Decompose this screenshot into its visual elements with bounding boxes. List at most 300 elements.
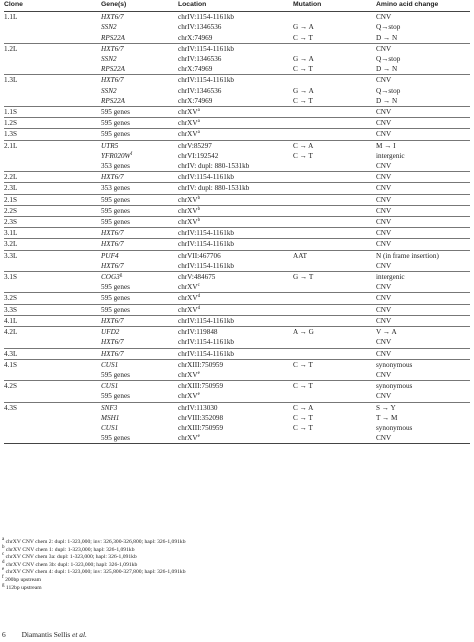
mutation-cell (293, 107, 376, 118)
table-row (4, 348, 470, 359)
gene-cell (101, 304, 178, 315)
gene-cell (101, 96, 178, 107)
gene-cell (101, 370, 178, 381)
location-cell (178, 12, 293, 23)
table-body (4, 12, 470, 444)
location-text: chrIV:1154-1161kb (178, 229, 235, 238)
amino-acid-cell (376, 381, 470, 392)
table-row (4, 75, 470, 86)
mutation-cell (293, 43, 376, 54)
clone-cell (4, 118, 101, 129)
location-text: chrV:85297 (178, 141, 212, 150)
footnote-mark: d (2, 559, 5, 565)
amino-acid-text: N (in frame insertion) (376, 251, 439, 260)
gene-name: UTR5 (101, 141, 119, 150)
amino-acid-text: CNV (376, 349, 392, 358)
table-row (4, 433, 470, 444)
footnote-text: chrXV CNV chem 3b: dupl: 1-323,000; hapl: 326-1,091kb (5, 561, 138, 568)
table-row (4, 391, 470, 402)
location-text: chrIV:1154-1161kb (178, 240, 235, 249)
mutation-cell (293, 183, 376, 194)
gene-name: HXT6/7 (101, 44, 124, 53)
location-text: chrXV (178, 283, 198, 292)
clone-label: 3.2L (4, 240, 18, 249)
gene-name: HXT6/7 (101, 316, 124, 325)
location-text: chrXV (178, 370, 198, 379)
mutation-text: C → T (293, 382, 313, 391)
footnote-marker: g (119, 273, 123, 279)
location-cell (178, 86, 293, 96)
clone-cell (4, 304, 101, 315)
table-row (4, 151, 470, 161)
amino-acid-text: CNV (376, 119, 392, 128)
gene-cell (101, 205, 178, 216)
footnote-marker: b (197, 195, 201, 201)
clone-cell (4, 337, 101, 348)
mutation-cell (293, 194, 376, 205)
amino-acid-text: D → N (376, 65, 398, 74)
location-cell (178, 194, 293, 205)
footnote-marker: a (197, 119, 200, 125)
mutation-cell (293, 433, 376, 444)
mutation-text: AAT (293, 251, 307, 260)
gene-cell (101, 129, 178, 140)
location-text: chrIV: dupl: 880-1531kb (178, 162, 250, 171)
clone-cell (4, 359, 101, 370)
amino-acid-text: Q→stop (376, 23, 401, 32)
mutations-table (4, 0, 470, 444)
page-number: 6 (2, 630, 6, 639)
amino-acid-text: CNV (376, 13, 392, 22)
gene-cell (101, 402, 178, 413)
location-cell (178, 161, 293, 172)
mutation-cell (293, 205, 376, 216)
clone-cell (4, 107, 101, 118)
clone-label: 3.1S (4, 273, 17, 282)
clone-cell (4, 161, 101, 172)
gene-cell (101, 75, 178, 86)
gene-name: MSH1 (101, 413, 120, 422)
table-row (4, 118, 470, 129)
clone-cell (4, 391, 101, 402)
clone-label: 3.2S (4, 294, 17, 303)
footnote-text: 200bp upstream (5, 576, 41, 583)
table-row (4, 64, 470, 75)
footnote-marker: d (197, 305, 201, 311)
location-text: chrIV:1154-1161kb (178, 338, 235, 347)
location-cell (178, 359, 293, 370)
mutation-cell (293, 33, 376, 44)
gene-cell (101, 194, 178, 205)
footnote-mark: b (2, 544, 5, 550)
gene-cell (101, 315, 178, 326)
gene-name: SSN2 (101, 23, 117, 32)
header-genes: Gene(s) (101, 0, 178, 12)
location-text: chrXV (178, 108, 198, 117)
location-text: chrVI:192542 (178, 151, 219, 160)
gene-cell (101, 348, 178, 359)
location-cell (178, 140, 293, 151)
amino-acid-text: CNV (376, 184, 392, 193)
mutation-text: A → G (293, 328, 314, 337)
location-cell (178, 43, 293, 54)
table-row (4, 228, 470, 239)
amino-acid-cell (376, 151, 470, 161)
clone-label: 4.2S (4, 382, 17, 391)
amino-acid-cell (376, 22, 470, 32)
amino-acid-cell (376, 107, 470, 118)
clone-cell (4, 54, 101, 64)
amino-acid-text: Q→stop (376, 86, 401, 95)
location-text: chrV:484675 (178, 273, 216, 282)
amino-acid-cell (376, 183, 470, 194)
location-cell (178, 64, 293, 75)
location-text: chrIV:1154-1161kb (178, 349, 235, 358)
header-location: Location (178, 0, 293, 12)
location-cell (178, 337, 293, 348)
gene-name: HXT6/7 (101, 261, 124, 270)
mutation-text: C → A (293, 141, 314, 150)
amino-acid-cell (376, 315, 470, 326)
gene-name: 595 genes (101, 119, 130, 128)
location-text: chrXV (178, 305, 198, 314)
amino-acid-text: CNV (376, 108, 392, 117)
footnote (2, 574, 472, 585)
mutation-cell (293, 140, 376, 151)
footnote-text: chrXV CNV chem 4: dupl: 1-323,000; inv: 325,800-327,800; hapl: 326-1,091kb (5, 569, 186, 576)
gene-name: 595 genes (101, 283, 130, 292)
location-cell (178, 348, 293, 359)
location-text: chrX:74969 (178, 96, 213, 105)
clone-cell (4, 272, 101, 283)
mutation-text: G → T (293, 273, 314, 282)
table-row (4, 43, 470, 54)
gene-name: SNF3 (101, 403, 118, 412)
gene-name: 595 genes (101, 294, 130, 303)
table-row (4, 413, 470, 423)
location-cell (178, 172, 293, 183)
location-text: chrIV:1154-1161kb (178, 316, 235, 325)
location-text: chrVIII:352098 (178, 413, 224, 422)
amino-acid-cell (376, 413, 470, 423)
amino-acid-text: synonymous (376, 382, 413, 391)
amino-acid-cell (376, 370, 470, 381)
mutation-cell (293, 129, 376, 140)
location-text: chrXV (178, 119, 198, 128)
location-cell (178, 327, 293, 338)
mutation-text: G → A (293, 86, 314, 95)
amino-acid-text: CNV (376, 218, 392, 227)
amino-acid-text: Q→stop (376, 55, 401, 64)
amino-acid-text: CNV (376, 316, 392, 325)
location-cell (178, 413, 293, 423)
table-row (4, 183, 470, 194)
clone-label: 3.3S (4, 305, 17, 314)
mutation-cell (293, 172, 376, 183)
amino-acid-text: intergenic (376, 273, 405, 282)
gene-name: 595 genes (101, 370, 130, 379)
footnote-mark: a (2, 537, 5, 542)
gene-cell (101, 250, 178, 261)
footnote-marker: e (197, 392, 200, 398)
mutation-cell (293, 118, 376, 129)
clone-label: 2.2L (4, 173, 18, 182)
location-cell (178, 272, 293, 283)
location-text: chrXV (178, 392, 198, 401)
footnote-marker: d (197, 294, 201, 300)
clone-label: 4.1L (4, 316, 18, 325)
gene-name: HXT6/7 (101, 349, 124, 358)
clone-label: 2.1L (4, 141, 18, 150)
amino-acid-text: CNV (376, 173, 392, 182)
amino-acid-cell (376, 423, 470, 433)
mutation-text: C → T (293, 33, 313, 42)
location-cell (178, 129, 293, 140)
location-cell (178, 391, 293, 402)
location-text: chrIV:119848 (178, 328, 218, 337)
gene-cell (101, 183, 178, 194)
gene-cell (101, 172, 178, 183)
gene-name: 595 genes (101, 206, 130, 215)
table-row (4, 337, 470, 348)
table-row (4, 172, 470, 183)
table-row (4, 423, 470, 433)
location-cell (178, 304, 293, 315)
table-row (4, 12, 470, 23)
amino-acid-cell (376, 348, 470, 359)
clone-cell (4, 86, 101, 96)
amino-acid-cell (376, 118, 470, 129)
gene-name: HXT6/7 (101, 173, 124, 182)
gene-name: RPS22A (101, 33, 125, 42)
table-row (4, 205, 470, 216)
location-text: chrXIII:750959 (178, 423, 224, 432)
footnote-text: chrXV CNV chem 1: dupl: 1-323,000; hapl: 326-1,091kb (5, 546, 135, 553)
clone-label: 4.3S (4, 403, 17, 412)
amino-acid-text: CNV (376, 392, 392, 401)
et-al: et al. (72, 630, 87, 639)
mutation-text: C → T (293, 423, 313, 432)
mutation-cell (293, 282, 376, 293)
clone-cell (4, 315, 101, 326)
table-row (4, 96, 470, 107)
table-row (4, 272, 470, 283)
clone-cell (4, 183, 101, 194)
gene-cell (101, 54, 178, 64)
footnote-marker: b (197, 206, 201, 212)
mutation-cell (293, 391, 376, 402)
amino-acid-cell (376, 402, 470, 413)
location-text: chrIV: dupl: 880-1531kb (178, 184, 250, 193)
mutation-cell (293, 261, 376, 272)
mutation-cell (293, 272, 376, 283)
location-cell (178, 217, 293, 228)
clone-cell (4, 75, 101, 86)
table-row (4, 33, 470, 44)
clone-cell (4, 64, 101, 75)
footnote-marker: c (197, 283, 200, 289)
gene-cell (101, 151, 178, 161)
location-cell (178, 54, 293, 64)
mutation-text: C → T (293, 360, 313, 369)
gene-name: HXT6/7 (101, 13, 124, 22)
header-mutation: Mutation (293, 0, 376, 12)
table-row (4, 107, 470, 118)
amino-acid-text: M → I (376, 141, 396, 150)
clone-label: 3.1L (4, 229, 18, 238)
clone-label: 2.1S (4, 195, 17, 204)
mutation-cell (293, 217, 376, 228)
location-text: chrIV:1346536 (178, 55, 222, 64)
location-text: chrIV:1154-1161kb (178, 261, 235, 270)
gene-name: HXT6/7 (101, 240, 124, 249)
gene-cell (101, 293, 178, 304)
table-row (4, 381, 470, 392)
mutation-cell (293, 413, 376, 423)
location-cell (178, 250, 293, 261)
clone-cell (4, 282, 101, 293)
mutation-cell (293, 370, 376, 381)
mutation-cell (293, 228, 376, 239)
clone-cell (4, 381, 101, 392)
clone-cell (4, 43, 101, 54)
clone-label: 1.3L (4, 76, 18, 85)
amino-acid-text: CNV (376, 434, 392, 443)
gene-name: 595 genes (101, 392, 130, 401)
amino-acid-text: D → N (376, 33, 398, 42)
mutation-cell (293, 151, 376, 161)
clone-cell (4, 228, 101, 239)
location-text: chrXV (178, 434, 198, 443)
footnote-mark: e (2, 567, 5, 573)
gene-cell (101, 140, 178, 151)
amino-acid-cell (376, 161, 470, 172)
gene-name: RPS22A (101, 96, 125, 105)
location-cell (178, 381, 293, 392)
table-row (4, 194, 470, 205)
footnote-marker: f (130, 151, 133, 157)
mutation-cell (293, 54, 376, 64)
table-row (4, 86, 470, 96)
gene-cell (101, 64, 178, 75)
table-row (4, 402, 470, 413)
gene-cell (101, 359, 178, 370)
mutation-text: G → A (293, 55, 314, 64)
table-row (4, 161, 470, 172)
table-row (4, 217, 470, 228)
footnote-text: 112bp upstream (5, 584, 42, 591)
amino-acid-cell (376, 75, 470, 86)
amino-acid-cell (376, 54, 470, 64)
clone-label: 2.2S (4, 206, 17, 215)
amino-acid-text: CNV (376, 162, 392, 171)
table-row (4, 282, 470, 293)
location-text: chrXV (178, 130, 198, 139)
gene-cell (101, 86, 178, 96)
amino-acid-cell (376, 261, 470, 272)
mutation-cell (293, 96, 376, 107)
clone-cell (4, 22, 101, 32)
location-cell (178, 433, 293, 444)
clone-cell (4, 172, 101, 183)
clone-label: 2.3S (4, 218, 17, 227)
amino-acid-cell (376, 250, 470, 261)
gene-name: RPS22A (101, 65, 125, 74)
amino-acid-text: V → A (376, 328, 397, 337)
clone-cell (4, 402, 101, 413)
location-text: chrX:74969 (178, 65, 213, 74)
mutation-cell (293, 304, 376, 315)
gene-name: 595 genes (101, 108, 130, 117)
gene-name: 595 genes (101, 218, 130, 227)
table-row (4, 250, 470, 261)
amino-acid-cell (376, 194, 470, 205)
mutation-cell (293, 359, 376, 370)
location-cell (178, 402, 293, 413)
location-cell (178, 261, 293, 272)
gene-cell (101, 327, 178, 338)
mutation-cell (293, 381, 376, 392)
mutation-cell (293, 64, 376, 75)
amino-acid-cell (376, 129, 470, 140)
footnote (2, 539, 472, 547)
gene-cell (101, 261, 178, 272)
clone-cell (4, 423, 101, 433)
clone-label: 4.3L (4, 349, 18, 358)
clone-label: 1.1S (4, 108, 17, 117)
mutation-cell (293, 293, 376, 304)
location-text: chrXIII:750959 (178, 382, 224, 391)
location-cell (178, 107, 293, 118)
gene-cell (101, 228, 178, 239)
gene-cell (101, 433, 178, 444)
clone-cell (4, 293, 101, 304)
amino-acid-text: synonymous (376, 360, 413, 369)
table-row (4, 315, 470, 326)
amino-acid-cell (376, 43, 470, 54)
location-text: chrXV (178, 206, 198, 215)
footnote (2, 569, 472, 577)
gene-name: CUS1 (101, 382, 119, 391)
table-row (4, 304, 470, 315)
location-text: chrX:74969 (178, 33, 213, 42)
gene-name: HXT6/7 (101, 76, 124, 85)
amino-acid-text: CNV (376, 305, 392, 314)
table-row (4, 22, 470, 32)
mutation-cell (293, 402, 376, 413)
amino-acid-text: D → N (376, 96, 398, 105)
amino-acid-text: CNV (376, 76, 392, 85)
gene-name: 595 genes (101, 195, 130, 204)
amino-acid-cell (376, 433, 470, 444)
location-cell (178, 315, 293, 326)
clone-cell (4, 261, 101, 272)
amino-acid-text: CNV (376, 195, 392, 204)
gene-cell (101, 272, 178, 283)
clone-cell (4, 33, 101, 44)
footnote-marker: b (197, 218, 201, 224)
location-text: chrIV:113030 (178, 403, 218, 412)
clone-label: 1.2L (4, 44, 18, 53)
amino-acid-cell (376, 172, 470, 183)
amino-acid-cell (376, 327, 470, 338)
amino-acid-cell (376, 86, 470, 96)
gene-name: 595 genes (101, 130, 130, 139)
amino-acid-text: T → M (376, 413, 398, 422)
mutation-cell (293, 348, 376, 359)
gene-cell (101, 337, 178, 348)
gene-name: YFR020W (101, 151, 131, 160)
